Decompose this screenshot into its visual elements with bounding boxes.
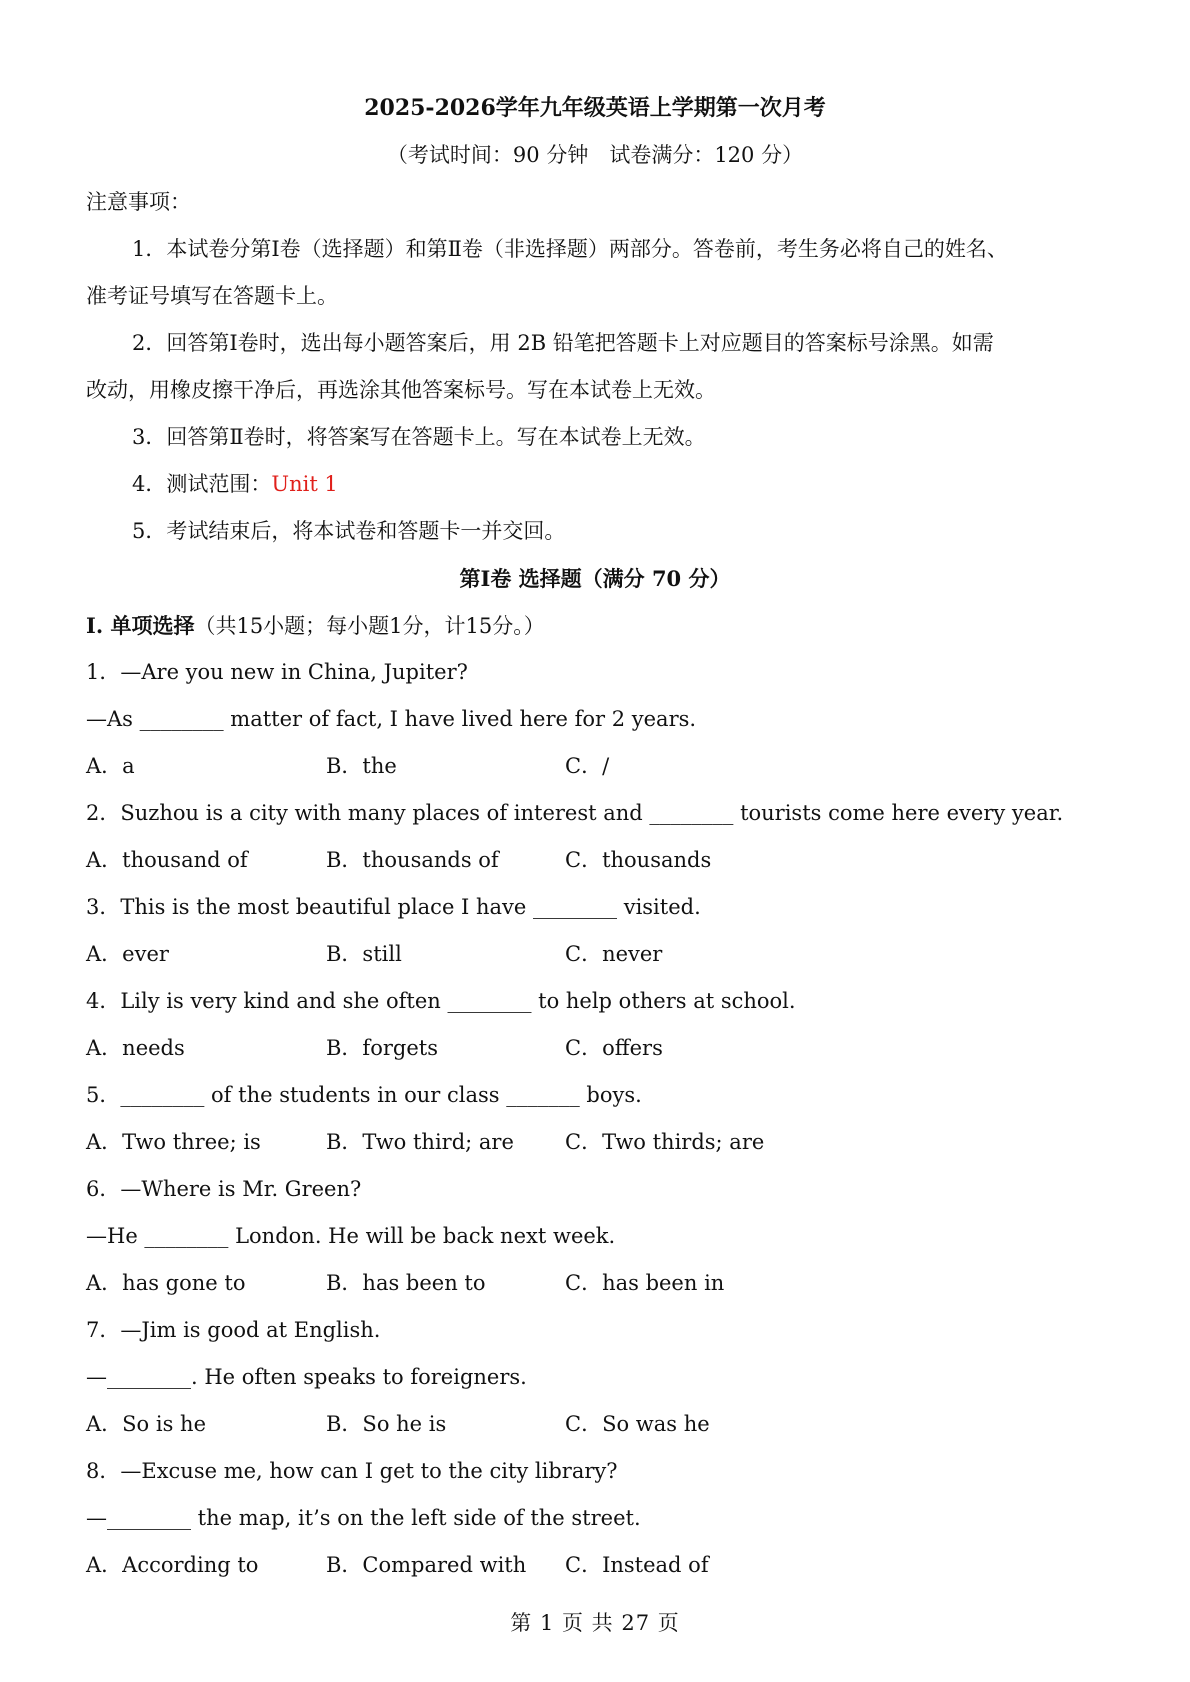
section-heading: 第Ⅰ卷 选择题（满分 70 分）	[459, 566, 731, 591]
part-heading	[86, 602, 1130, 649]
option-b: B．the	[326, 754, 397, 778]
question-stem: 3．This is the most beautiful place I have ________ visited.	[86, 895, 701, 919]
option-a: A．a	[86, 754, 135, 778]
notice-item: 5．考试结束后，将本试卷和答题卡一并交回。	[132, 519, 566, 543]
question-stem: 7．—Jim is good at English.	[86, 1318, 381, 1342]
option-row	[86, 1542, 1130, 1589]
option-c: C．So was he	[565, 1412, 710, 1436]
question-stem: —He ________ London. He will be back next week.	[86, 1224, 616, 1248]
notice-item: 3．回答第Ⅱ卷时，将答案写在答题卡上。写在本试卷上无效。	[132, 425, 706, 449]
option-row	[86, 743, 1130, 790]
question-stem: 2．Suzhou is a city with many places of interest and ________ tourists come here every year.	[86, 801, 1064, 825]
option-row	[86, 1260, 1130, 1307]
option-b: B．Compared with	[326, 1553, 527, 1577]
option-a: A．According to	[86, 1553, 259, 1577]
option-b: B．thousands of	[326, 848, 499, 872]
option-a: A．thousand of	[86, 848, 248, 872]
option-a: A．Two three; is	[86, 1130, 261, 1154]
option-c: C．never	[565, 942, 663, 966]
option-row	[86, 1401, 1130, 1448]
option-b: B．Two third; are	[326, 1130, 514, 1154]
option-c: C．/	[565, 754, 610, 778]
question-stem: —________ the map, it’s on the left side of the street.	[86, 1506, 641, 1530]
scope-value: Unit 1	[271, 472, 338, 496]
option-b: B．forgets	[326, 1036, 438, 1060]
page-footer: 第 1 页 共 27 页	[510, 1611, 680, 1635]
option-b: B．has been to	[326, 1271, 486, 1295]
option-row	[86, 1119, 1130, 1166]
exam-subtitle: （考试时间：90 分钟 试卷满分：120 分）	[386, 143, 804, 167]
option-c: C．thousands	[565, 848, 712, 872]
part-label: Ⅰ. 单项选择	[86, 613, 195, 638]
option-a: A．ever	[86, 942, 169, 966]
option-row	[86, 837, 1130, 884]
question-stem: 5．________ of the students in our class _______ boys.	[86, 1083, 642, 1107]
option-a: A．So is he	[86, 1412, 206, 1436]
question-stem: —________. He often speaks to foreigners.	[86, 1365, 527, 1389]
option-a: A．has gone to	[86, 1271, 246, 1295]
option-b: B．still	[326, 942, 402, 966]
notice-heading: 注意事项：	[86, 190, 191, 214]
notice-item: 改动，用橡皮擦干净后，再选涂其他答案标号。写在本试卷上无效。	[86, 378, 716, 402]
notice-item: 1．本试卷分第Ⅰ卷（选择题）和第Ⅱ卷（非选择题）两部分。答卷前，考生务必将自己的姓名、	[132, 237, 1008, 261]
notice-item: 准考证号填写在答题卡上。	[86, 284, 338, 308]
part-note: （共15小题；每小题1分，计15分。）	[194, 614, 545, 638]
option-row	[86, 1025, 1130, 1072]
option-b: B．So he is	[326, 1412, 447, 1436]
exam-title: 2025-2026学年九年级英语上学期第一次月考	[364, 95, 826, 121]
question-stem: 6．—Where is Mr. Green?	[86, 1177, 362, 1201]
question-stem: 8．—Excuse me, how can I get to the city library?	[86, 1459, 618, 1483]
option-row	[86, 931, 1130, 978]
scope-label: 4．测试范围：	[132, 472, 272, 496]
question-stem: —As ________ matter of fact, I have lived here for 2 years.	[86, 707, 697, 731]
option-c: C．Two thirds; are	[565, 1130, 765, 1154]
question-stem: 1．—Are you new in China, Jupiter?	[86, 660, 468, 684]
notice-item: 2．回答第Ⅰ卷时，选出每小题答案后，用 2B 铅笔把答题卡上对应题目的答案标号涂黑。如需	[132, 331, 994, 355]
option-c: C．has been in	[565, 1271, 725, 1295]
option-c: C．Instead of	[565, 1553, 709, 1577]
notice-item-scope	[132, 461, 1130, 508]
question-stem: 4．Lily is very kind and she often ________ to help others at school.	[86, 989, 796, 1013]
option-c: C．offers	[565, 1036, 663, 1060]
option-a: A．needs	[86, 1036, 185, 1060]
